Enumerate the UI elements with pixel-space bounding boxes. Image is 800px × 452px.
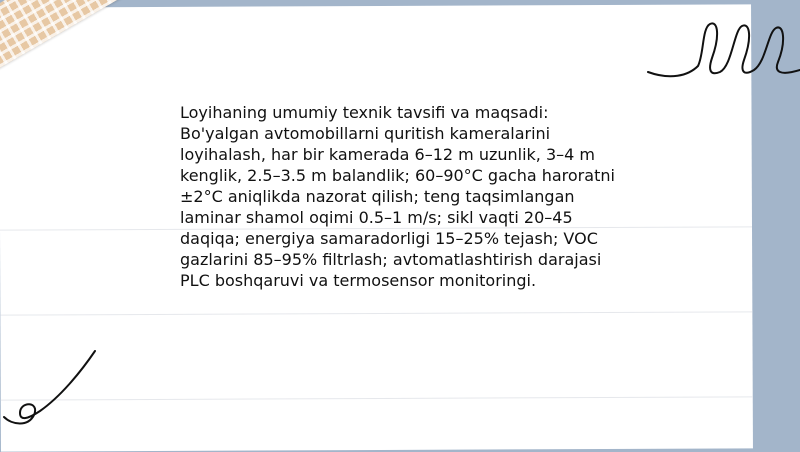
- loop-scribble-top-right: [640, 14, 800, 84]
- loop-scribble-bottom-left: [0, 345, 110, 430]
- paper-rule-line: [1, 396, 753, 400]
- note-body-text: Loyihaning umumiy texnik tavsifi va maqsadi: Bo'yalgan avtomobillarni quritish kameralarini loyihalash, har bir kamerada 6–12 m uzunlik, 3–4 m kenglik, 2.5–3.5 m balandlik; 60–90°C gacha haroratni ±2°C aniqlikda nazorat qilish; teng taqsimlangan laminar shamol oqimi 0.5–1 m/s; sikl vaqti 20–45 daqiqa; energiya samaradorligi 15–25% tejash; VOC gazlarini 85–95% filtrlash; avtomatlashtirish darajasi PLC boshqaruvi va termosensor monitoringi.: [180, 103, 615, 290]
- paper-rule-line: [0, 311, 752, 315]
